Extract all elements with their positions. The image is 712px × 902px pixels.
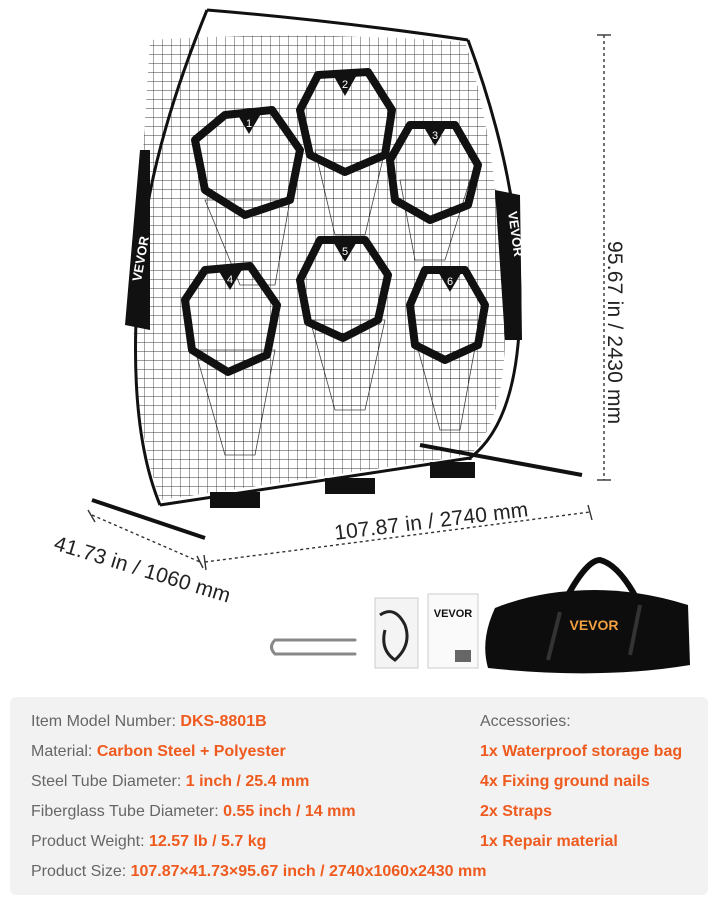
brand-left-label: VEVOR bbox=[129, 235, 152, 283]
spec-weight bbox=[31, 833, 266, 851]
repair-card-brand: VEVOR bbox=[433, 608, 473, 620]
spec-size bbox=[31, 863, 486, 881]
spec-model bbox=[31, 713, 267, 731]
target-number-5: 5 bbox=[341, 246, 349, 258]
height-dimension-label: 95.67 in / 2430 mm bbox=[603, 241, 626, 425]
spec-label: Material: bbox=[31, 743, 93, 760]
spec-steel-tube bbox=[31, 773, 309, 791]
spec-label: Steel Tube Diameter: bbox=[31, 773, 182, 790]
strap-pack bbox=[375, 598, 418, 668]
spec-value: DKS-8801B bbox=[180, 713, 267, 730]
target-number-6: 6 bbox=[446, 276, 454, 288]
target-number-1: 1 bbox=[245, 118, 253, 130]
spec-value: 107.87×41.73×95.67 inch / 2740x1060x2430 mm bbox=[130, 863, 487, 880]
spec-value: 12.57 lb / 5.7 kg bbox=[149, 833, 267, 850]
brand-right-label: VEVOR bbox=[505, 210, 527, 258]
spec-label: Product Weight: bbox=[31, 833, 145, 850]
target-number-4: 4 bbox=[226, 274, 234, 286]
width-dimension-label: 107.87 in / 2740 mm bbox=[333, 498, 530, 545]
spec-material bbox=[31, 743, 286, 761]
repair-card bbox=[428, 594, 478, 668]
spec-value: 0.55 inch / 14 mm bbox=[223, 803, 356, 820]
spec-value: Carbon Steel + Polyester bbox=[96, 743, 286, 760]
spec-label: Item Model Number: bbox=[31, 713, 176, 730]
accessories-heading: Accessories: bbox=[480, 713, 571, 730]
accessory-item: 2x Straps bbox=[480, 803, 553, 820]
target-number-3: 3 bbox=[431, 130, 439, 142]
ground-nail bbox=[272, 640, 356, 654]
depth-dimension-label: 41.73 in / 1060 mm bbox=[51, 532, 234, 608]
spec-fiberglass-tube bbox=[31, 803, 356, 821]
accessory-item: 1x Repair material bbox=[480, 833, 618, 850]
spec-label: Product Size: bbox=[31, 863, 127, 880]
spec-label: Fiberglass Tube Diameter: bbox=[31, 803, 219, 820]
accessory-item: 4x Fixing ground nails bbox=[480, 773, 650, 790]
spec-value: 1 inch / 25.4 mm bbox=[185, 773, 310, 790]
accessory-item: 1x Waterproof storage bag bbox=[480, 743, 683, 760]
target-number-2: 2 bbox=[341, 79, 349, 91]
bag-brand: VEVOR bbox=[569, 617, 619, 633]
